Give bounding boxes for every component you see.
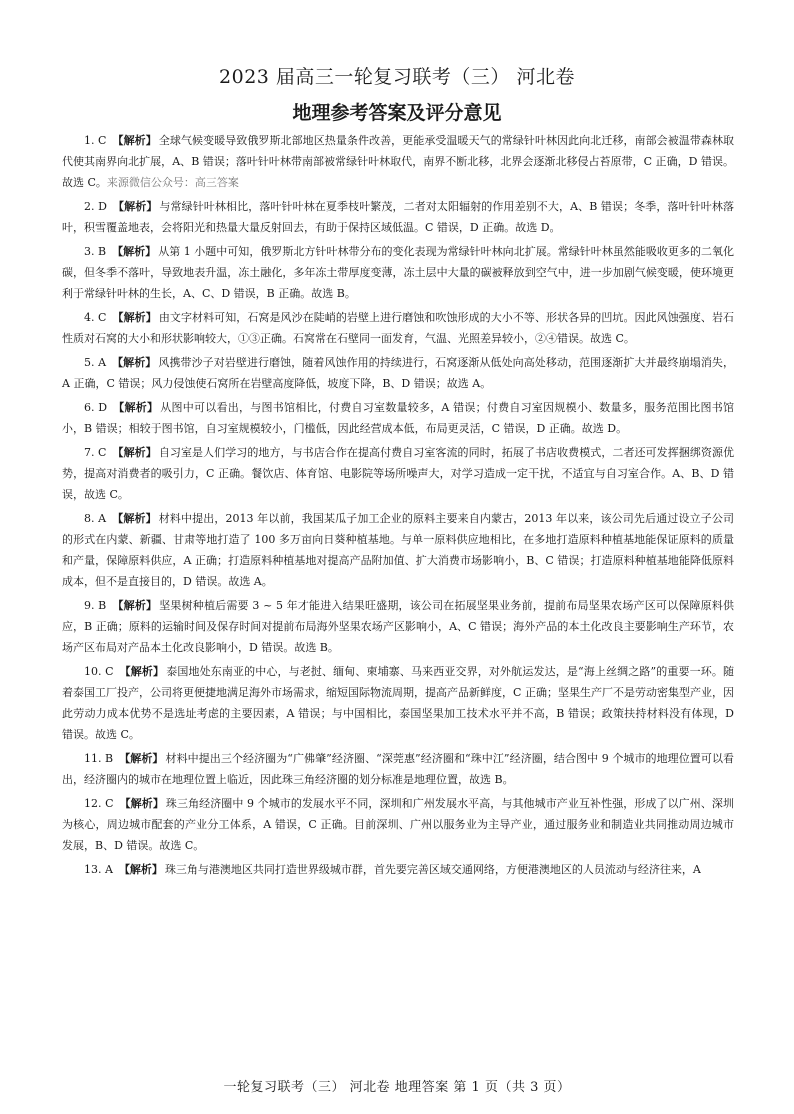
- answer-item-9: [62, 595, 734, 658]
- analysis-tag: 【解析】: [112, 446, 157, 459]
- answer-number: 11. B: [84, 752, 114, 765]
- answer-item-3: [62, 241, 734, 304]
- answer-text: 珠三角经济圈中 9 个城市的发展水平不同，深圳和广州发展水平高，与其他城市产业互补性强，形成了以广州、深圳为核心，周边城市配套的产业分工体系，A 错误，C 正确。目前深圳、广州以服务业为主导产业，通过服务业和制造业共同推动周边城市发展，B、D 错误。故选 C。: [62, 797, 734, 852]
- answer-item-7: [62, 442, 734, 505]
- answer-number: 6. D: [84, 401, 108, 414]
- page-title: 2023 届高三一轮复习联考（三） 河北卷: [219, 66, 575, 88]
- analysis-tag: 【解析】: [112, 200, 158, 213]
- answer-number: 9. B: [84, 599, 107, 612]
- answer-number: 4. C: [84, 311, 107, 324]
- answer-text: 材料中提出，2013 年以前，我国某瓜子加工企业的原料主要来自内蒙古，2013 年以来，该公司先后通过设立子公司的形式在内蒙、新疆、甘肃等地打造了 100 多万亩向日葵种植基地。与单一原料供应地相比，在多地打造原料种植基地能保证原料的质量和产量，保障原料供应，A 正确；打造原料种植基地对提高产品附加值、扩大消费市场影响小，B、C 错误；打造原料种植基地能降低原料成本，但不是直接目的，D 错误。故选 A。: [62, 512, 735, 588]
- page-footer: 一轮复习联考（三） 河北卷 地理答案 第 1 页（共 3 页）: [223, 1080, 571, 1095]
- analysis-tag: 【解析】: [112, 134, 157, 147]
- answer-number: 10. C: [84, 665, 114, 678]
- analysis-tag: 【解析】: [112, 311, 157, 324]
- answer-text: 与常绿针叶林相比，落叶针叶林在夏季枝叶繁茂，二者对太阳辐射的作用差别不大，A、B 错误；冬季，落叶针叶林落叶，积雪覆盖地表，会将阳光和热量大量反射回去，有助于保持区域低温。C 错误，D 正确。故选 D。: [62, 200, 735, 234]
- analysis-tag: 【解析】: [119, 752, 164, 765]
- answer-text: 从图中可以看出，与图书馆相比，付费自习室数量较多，A 错误；付费自习室因规模小、数量多，服务范围比图书馆小，B 错误；相较于图书馆，自习室规模较小，门槛低，因此经营成本低，布局更灵活，C 错误，D 正确。故选 D。: [62, 401, 735, 435]
- answer-text: 从第 1 小题中可知，俄罗斯北方针叶林带分布的变化表现为常绿针叶林向北扩展。常绿针叶林虽然能吸收更多的二氧化碳，但冬季不落叶，导致地表升温，冻土融化，多年冻土带厚度变薄，冻土层中大量的碳被释放到空气中，进一步加剧气候变暖，使环境更利于常绿针叶林的生长，A、C、D 错误，B 正确。故选 B。: [62, 245, 735, 300]
- analysis-tag: 【解析】: [119, 797, 164, 810]
- answer-item-1: [62, 130, 734, 193]
- answer-text: 珠三角与港澳地区共同打造世界级城市群，首先要完善区域交通网络，方便港澳地区的人员流动与经济往来，A: [164, 863, 701, 876]
- answer-text: 自习室是人们学习的地方，与书店合作在提高付费自习室客流的同时，拓展了书店收费模式，二者还可发挥捆绑资源优势，提高对消费者的吸引力，C 正确。餐饮店、体育馆、电影院等场所噪声大，对学习造成一定干扰，不适宜与自习室合作。A、B、D 错误，故选 C。: [62, 446, 735, 501]
- answer-item-6: [62, 397, 734, 439]
- analysis-tag: 【解析】: [112, 599, 158, 612]
- answer-number: 5. A: [84, 356, 107, 369]
- answer-item-10: [62, 661, 734, 745]
- answer-number: 2. D: [84, 200, 107, 213]
- answer-item-5: [62, 352, 734, 394]
- answer-list: [62, 130, 734, 883]
- analysis-tag: 【解析】: [112, 356, 157, 369]
- analysis-tag: 【解析】: [112, 512, 157, 525]
- answer-text: 泰国地处东南亚的中心，与老挝、缅甸、柬埔寨、马来西亚交界，对外航运发达，是“海上丝绸之路”的重要一环。随着泰国工厂投产，公司将更便捷地满足海外市场需求，缩短国际物流周期，提高产品新鲜度，C 正确；坚果生产厂不是劳动密集型产业，因此劳动力成本优势不是选址考虑的主要因素，A 错误；与中国相比，泰国坚果加工技术水平并不高，B 错误；政策扶持材料没有体现，D 错误。故选 C。: [62, 665, 735, 741]
- answer-number: 8. A: [84, 512, 107, 525]
- answer-number: 12. C: [84, 797, 114, 810]
- answer-item-12: [62, 793, 734, 856]
- analysis-tag: 【解析】: [113, 401, 159, 414]
- answer-item-2: [62, 196, 734, 238]
- answer-text: 由文字材料可知，石窝是风沙在陡峭的岩壁上进行磨蚀和吹蚀形成的大小不等、形状各异的凹坑。因此风蚀强度、岩石性质对石窝的大小和形状影响较大，①③正确。石窝常在石壁同一面发育，气温、光照差异较小，②④错误。故选 C。: [62, 311, 735, 345]
- analysis-tag: 【解析】: [118, 863, 163, 876]
- answer-item-11: [62, 748, 734, 790]
- analysis-tag: 【解析】: [119, 665, 165, 678]
- answer-item-8: [62, 508, 734, 592]
- answer-number: 13. A: [84, 863, 113, 876]
- answer-item-4: [62, 307, 734, 349]
- answer-text: 风携带沙子对岩壁进行磨蚀，随着风蚀作用的持续进行，石窝逐渐从低处向高处移动，范围逐渐扩大并最终崩塌消失，A 正确，C 错误；风力侵蚀使石窝所在岩壁高度降低，坡度下降，B、D 错误；故选 A。: [62, 356, 735, 390]
- answer-text: 坚果树种植后需要 3 ~ 5 年才能进入结果旺盛期，该公司在拓展坚果业务前，提前布局坚果农场产区可以保障原料供应，B 正确；原料的运输时间及保存时间对提前布局海外坚果农场产区影响小，A、C 错误；海外产品的本土化改良主要影响生产环节，农场产区布局对产品本土化改良影响小，D 错误。故选 B。: [62, 599, 735, 654]
- watermark-text: 来源微信公众号：高三答案: [106, 176, 239, 189]
- answer-text: 材料中提出三个经济圈为“广佛肇”经济圈、“深莞惠”经济圈和“珠中江”经济圈，结合图中 9 个城市的地理位置可以看出，经济圈内的城市在地理位置上临近，因此珠三角经济圈的划分标准是地理位置，故选 B。: [62, 752, 735, 786]
- answer-number: 7. C: [84, 446, 107, 459]
- answer-text: 全球气候变暖导致俄罗斯北部地区热量条件改善，更能承受温暖天气的常绿针叶林因此向北迁移，南部会被温带森林取代使其南界向北扩展，A、B 错误；落叶针叶林带南部被常绿针叶林取代，南界不断北移，北界会逐渐北移侵占苔原带，C 正确，D 错误。故选 C。: [62, 134, 735, 189]
- answer-item-13: [62, 859, 734, 880]
- analysis-tag: 【解析】: [112, 245, 157, 258]
- answer-number: 3. B: [84, 245, 107, 258]
- page-subtitle: 地理参考答案及评分意见: [292, 102, 502, 124]
- answer-number: 1. C: [84, 134, 107, 147]
